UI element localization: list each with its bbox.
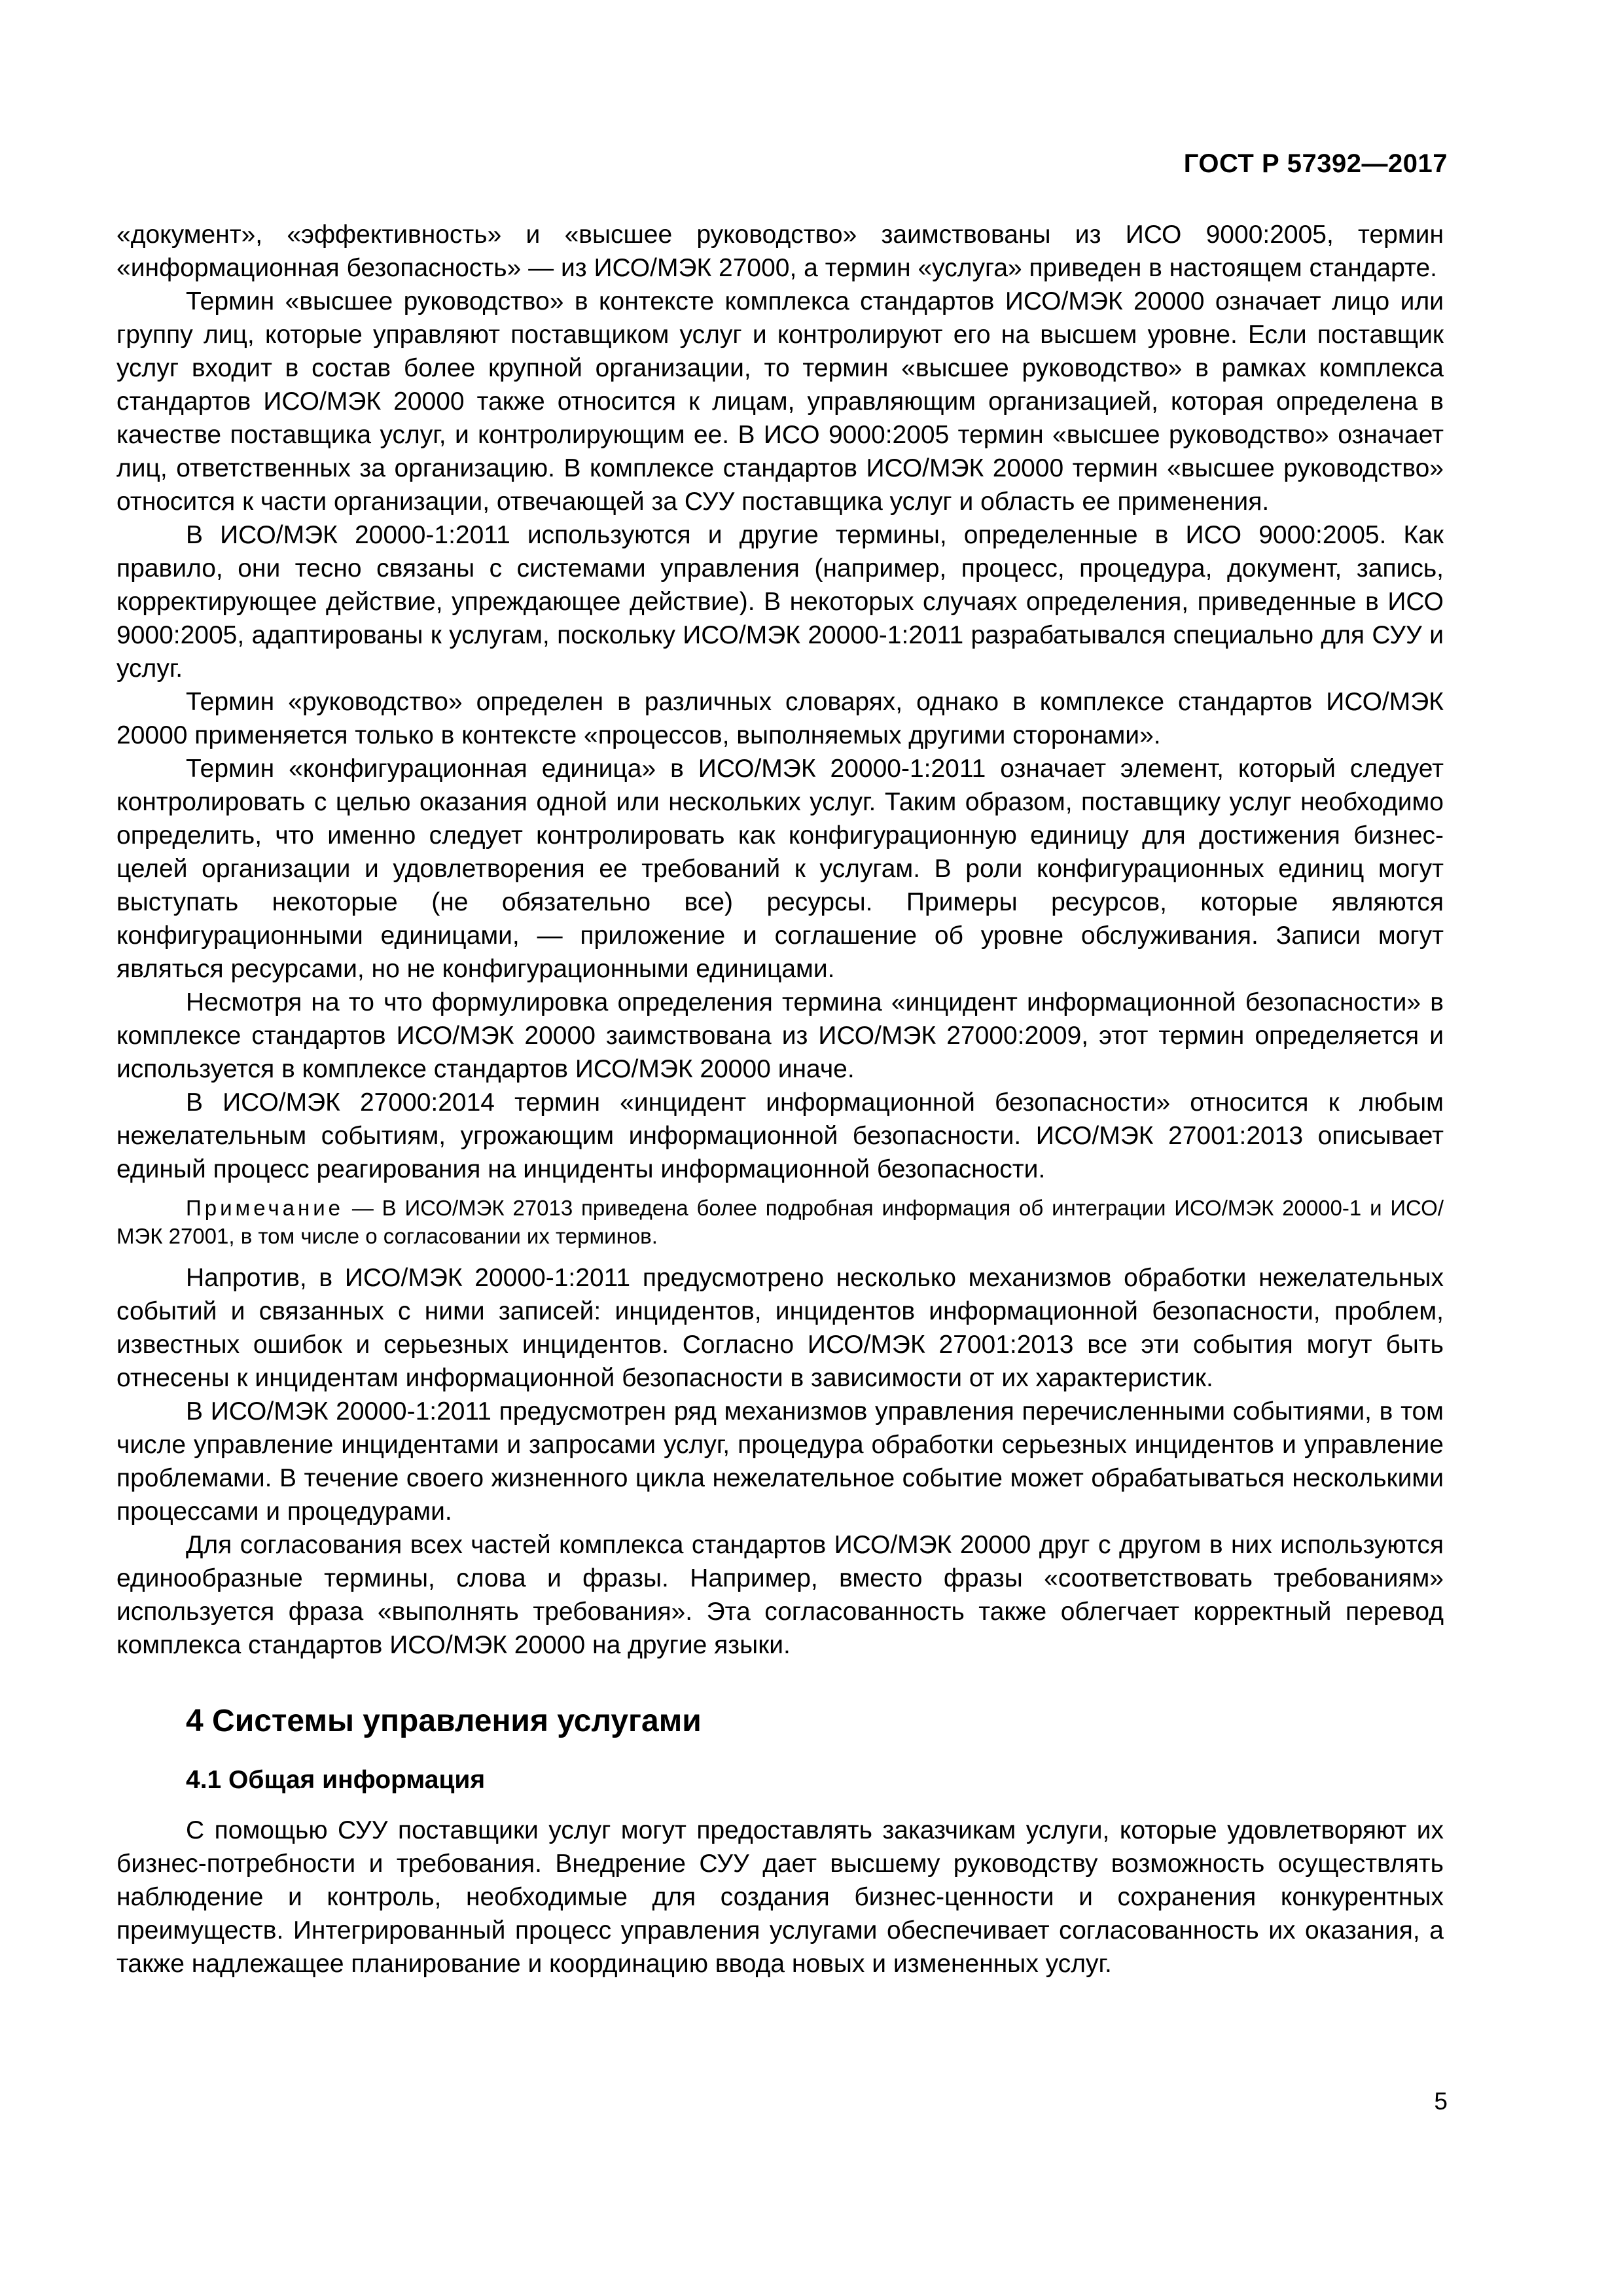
paragraph: В ИСО/МЭК 27000:2014 термин «инцидент информационной безопасности» относится к любым нежелательным событиям, угрожающим информационной безопасности. ИСО/МЭК 27001:2013 описывает единый процесс реагирования на инциденты информационной безопасности.	[116, 1088, 1444, 1183]
page-number: 5	[1434, 2088, 1448, 2115]
paragraph: Термин «высшее руководство» в контексте комплекса стандартов ИСО/МЭК 20000 означает лицо или группу лиц, которые управляют поставщиком услуг и контролируют его на высшем уровне. Если поставщик услуг входит в состав более крупной организации, то термин «высшее руководство» в рамках комплекса стандартов ИСО/МЭК 20000 также относится к лицам, управляющим организацией, которая определена в качестве поставщика услуг, и контролирующим ее. В ИСО 9000:2005 термин «высшее руководство» означает лиц, ответственных за организацию. В комплексе стандартов ИСО/МЭК 20000 термин «высшее руководство» относится к части организации, отвечающей за СУУ поставщика услуг и область ее применения.	[116, 287, 1444, 516]
page-content	[116, 218, 1444, 1981]
paragraph: С помощью СУУ поставщики услуг могут предоставлять заказчикам услуги, которые удовлетворяют их бизнес-потребности и требования. Внедрение СУУ дает высшему руководству возможность осуществлять наблюдение и контроль, необходимые для создания бизнес-ценности и сохранения конкурентных преимуществ. Интегрированный процесс управления услугами обеспечивает согласованность их оказания, а также надлежащее планирование и координацию ввода новых и измененных услуг.	[116, 1816, 1444, 1978]
subsection-heading: 4.1 Общая информация	[186, 1766, 486, 1794]
paragraph: Напротив, в ИСО/МЭК 20000-1:2011 предусмотрено несколько механизмов обработки нежелательных событий и связанных с ними записей: инцидентов, инцидентов информационной безопасности, проблем, известных ошибок и серьезных инцидентов. Согласно ИСО/МЭК 27001:2013 все эти события могут быть отнесены к инцидентам информационной безопасности в зависимости от их характеристик.	[116, 1264, 1444, 1392]
section-heading: 4 Системы управления услугами	[186, 1704, 702, 1738]
document-code-header: ГОСТ Р 57392—2017	[1183, 149, 1448, 178]
paragraph: В ИСО/МЭК 20000-1:2011 используются и другие термины, определенные в ИСО 9000:2005. Как правило, они тесно связаны с системами управления (например, процесс, процедура, документ, запись, корректирующее действие, упреждающее действие). В некоторых случаях определения, приведенные в ИСО 9000:2005, адаптированы к услугам, поскольку ИСО/МЭК 20000-1:2011 разрабатывался специально для СУУ и услуг.	[116, 521, 1444, 683]
paragraph: Термин «руководство» определен в различных словарях, однако в комплексе стандартов ИСО/МЭК 20000 применяется только в контексте «процессов, выполняемых другими сторонами».	[116, 688, 1444, 749]
paragraph: В ИСО/МЭК 20000-1:2011 предусмотрен ряд механизмов управления перечисленными событиями, в том числе управление инцидентами и запросами услуг, процедура обработки серьезных инцидентов и управление проблемами. В течение своего жизненного цикла нежелательное событие может обрабатываться несколькими процессами и процедурами.	[116, 1397, 1444, 1526]
paragraph: Несмотря на то что формулировка определения термина «инцидент информационной безопасности» в комплексе стандартов ИСО/МЭК 20000 заимствована из ИСО/МЭК 27000:2009, этот термин определяется и используется в комплексе стандартов ИСО/МЭК 20000 иначе.	[116, 988, 1444, 1083]
note	[116, 1194, 1444, 1250]
paragraph: Термин «конфигурационная единица» в ИСО/МЭК 20000-1:2011 означает элемент, который следует контролировать с целью оказания одной или нескольких услуг. Таким образом, поставщику услуг необходимо определить, что именно следует контролировать как конфигурационную единицу для достижения бизнес-целей организации и удовлетворения ее требований к услугам. В роли конфигурационных единиц могут выступать некоторые (не обязательно все) ресурсы. Примеры ресурсов, которые являются конфигурационными единицами, — приложение и соглашение об уровне обслуживания. Записи могут являться ресурсами, но не конфигурационными единицами.	[116, 755, 1444, 983]
paragraph-continuation: «документ», «эффективность» и «высшее руководство» заимствованы из ИСО 9000:2005, термин «информационная безопасность» — из ИСО/МЭК 27000, а термин «услуга» приведен в настоящем стандарте.	[116, 221, 1444, 282]
paragraph: Для согласования всех частей комплекса стандартов ИСО/МЭК 20000 друг с другом в них используются единообразные термины, слова и фразы. Например, вместо фразы «соответствовать требованиям» используется фраза «выполнять требования». Эта согласованность также облегчает корректный перевод комплекса стандартов ИСО/МЭК 20000 на другие языки.	[116, 1531, 1444, 1659]
note-label: Примечание	[186, 1196, 344, 1220]
note-text: — В ИСО/МЭК 27013 приведена более подробная информация об интеграции ИСО/МЭК 20000-1 и ИСО/МЭК 27001, в том числе о согласовании их терминов.	[116, 1196, 1444, 1248]
